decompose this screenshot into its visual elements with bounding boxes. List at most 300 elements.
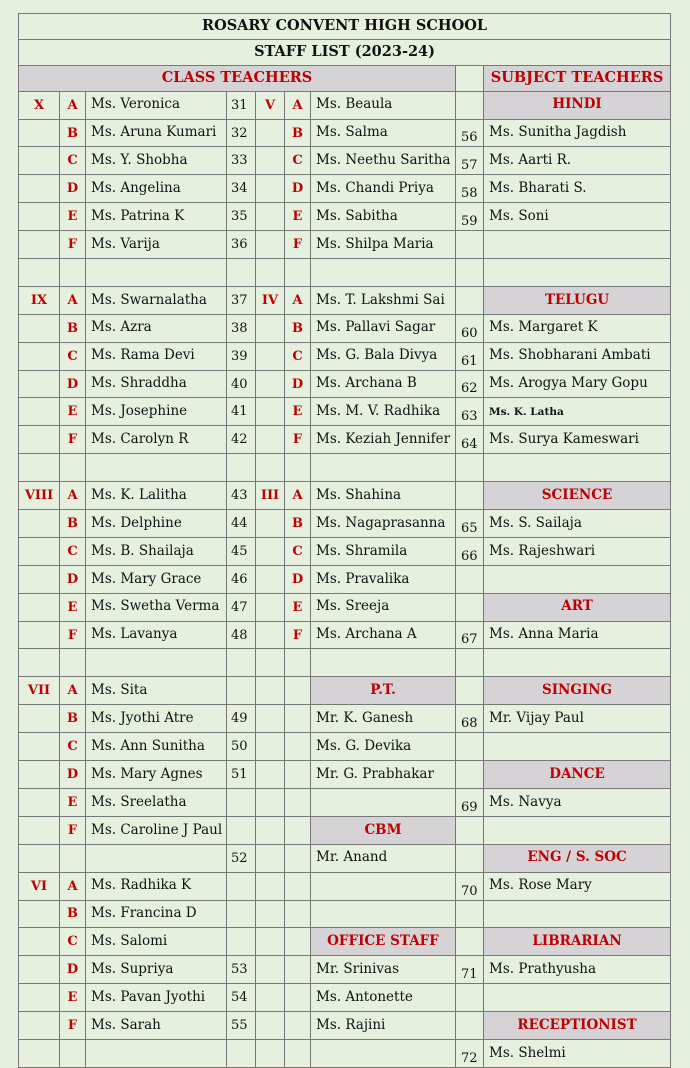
section-cell [285, 1039, 311, 1067]
table-row [19, 705, 671, 733]
staff-number-cell: 36 [227, 231, 256, 259]
subject-teacher-cell: Ms. Shobharani Ambati [484, 342, 671, 370]
section-cell: D [60, 761, 86, 789]
grade-cell [19, 733, 60, 761]
category-header: RECEPTIONIST [484, 1012, 671, 1040]
class-teacher-cell [311, 649, 456, 677]
table-row [19, 928, 671, 956]
staff-number-cell: 39 [227, 342, 256, 370]
section-cell: E [285, 398, 311, 426]
section-cell [285, 872, 311, 900]
class-teacher-cell: Ms. Shraddha [86, 370, 227, 398]
grade-cell [256, 370, 285, 398]
staff-number-cell: 49 [227, 705, 256, 733]
staff-number-cell [227, 928, 256, 956]
subject-teacher-cell: Ms. S. Sailaja [484, 510, 671, 538]
subject-teacher-cell: Ms. Prathyusha [484, 956, 671, 984]
grade-cell [19, 370, 60, 398]
grade-cell [19, 565, 60, 593]
class-teacher-cell: Ms. Azra [86, 314, 227, 342]
list-title: STAFF LIST (2023-24) [19, 39, 671, 65]
staff-number-cell: 38 [227, 314, 256, 342]
staff-number-cell: 48 [227, 621, 256, 649]
staff-number-cell [227, 816, 256, 844]
table-row [19, 537, 671, 565]
class-teacher-cell [86, 454, 227, 482]
staff-number-cell: 31 [227, 91, 256, 119]
subject-teacher-cell: Ms. Rajeshwari [484, 537, 671, 565]
table-row [19, 565, 671, 593]
table-row [19, 733, 671, 761]
grade-cell: V [256, 91, 285, 119]
category-header: DANCE [484, 761, 671, 789]
table-row [19, 510, 671, 538]
grade-cell [256, 1012, 285, 1040]
staff-number-cell [456, 593, 484, 621]
section-cell [285, 677, 311, 705]
grade-cell [256, 677, 285, 705]
staff-number-cell: 71 [456, 956, 484, 984]
section-cell [285, 928, 311, 956]
table-row [19, 872, 671, 900]
grade-cell [256, 788, 285, 816]
subject-teacher-cell [484, 984, 671, 1012]
table-row [19, 454, 671, 482]
class-teacher-cell: Ms. Caroline J Paul [86, 816, 227, 844]
table-row [19, 593, 671, 621]
grade-cell [19, 259, 60, 287]
section-cell [60, 844, 86, 872]
section-cell [285, 259, 311, 287]
staff-number-cell: 46 [227, 565, 256, 593]
class-teacher-cell: Ms. Mary Agnes [86, 761, 227, 789]
staff-number-cell [456, 286, 484, 314]
class-teacher-cell: Ms. Ann Sunitha [86, 733, 227, 761]
grade-cell [256, 510, 285, 538]
category-header: OFFICE STAFF [311, 928, 456, 956]
staff-number-cell [456, 91, 484, 119]
staff-number-cell: 35 [227, 203, 256, 231]
grade-cell [256, 844, 285, 872]
class-teacher-cell: Ms. Rama Devi [86, 342, 227, 370]
grade-cell [256, 119, 285, 147]
class-teacher-cell: Ms. Angelina [86, 175, 227, 203]
class-teacher-cell: Ms. Sabitha [311, 203, 456, 231]
section-cell: C [285, 147, 311, 175]
section-cell: F [60, 621, 86, 649]
class-teacher-cell: Ms. G. Bala Divya [311, 342, 456, 370]
staff-number-cell [456, 1012, 484, 1040]
class-teacher-cell: Ms. G. Devika [311, 733, 456, 761]
staff-number-cell [227, 454, 256, 482]
class-teacher-cell: Mr. Srinivas [311, 956, 456, 984]
section-cell [285, 733, 311, 761]
grade-cell [19, 314, 60, 342]
section-cell [285, 705, 311, 733]
class-teacher-cell: Ms. Pravalika [311, 565, 456, 593]
class-teacher-cell: Ms. Pavan Jyothi [86, 984, 227, 1012]
staff-number-cell [456, 482, 484, 510]
section-cell: E [60, 788, 86, 816]
grade-cell [19, 1012, 60, 1040]
staff-number-cell [456, 454, 484, 482]
subject-teacher-cell [484, 900, 671, 928]
section-cell: D [285, 565, 311, 593]
grade-cell [256, 621, 285, 649]
section-cell: A [285, 286, 311, 314]
grade-cell [256, 147, 285, 175]
subject-teacher-cell [484, 649, 671, 677]
staff-number-cell [227, 788, 256, 816]
class-teacher-cell: Ms. K. Lalitha [86, 482, 227, 510]
table-row [19, 761, 671, 789]
class-teacher-cell [86, 844, 227, 872]
section-cell: D [60, 565, 86, 593]
staff-number-cell: 72 [456, 1039, 484, 1067]
class-teacher-cell [86, 259, 227, 287]
class-teacher-cell: Mr. Anand [311, 844, 456, 872]
staff-number-cell [227, 900, 256, 928]
staff-number-cell [456, 733, 484, 761]
section-cell: E [60, 203, 86, 231]
staff-number-cell: 63 [456, 398, 484, 426]
class-teacher-cell: Ms. Nagaprasanna [311, 510, 456, 538]
class-teacher-cell: Ms. Patrina K [86, 203, 227, 231]
table-row [19, 844, 671, 872]
section-cell: C [60, 342, 86, 370]
table-row [19, 677, 671, 705]
grade-cell: VIII [19, 482, 60, 510]
class-teacher-cell: Ms. M. V. Radhika [311, 398, 456, 426]
section-cell: D [60, 956, 86, 984]
staff-number-cell: 50 [227, 733, 256, 761]
spacer-cell [456, 65, 484, 91]
section-cell: A [60, 482, 86, 510]
class-teacher-cell: Ms. Supriya [86, 956, 227, 984]
table-row [19, 649, 671, 677]
table-row [19, 398, 671, 426]
class-teacher-cell: Ms. Shilpa Maria [311, 231, 456, 259]
class-teacher-cell [311, 872, 456, 900]
section-cell: C [285, 342, 311, 370]
staff-number-cell: 64 [456, 426, 484, 454]
section-cell [285, 761, 311, 789]
staff-number-cell [456, 984, 484, 1012]
section-cell [285, 900, 311, 928]
section-cell: B [285, 119, 311, 147]
grade-cell [19, 398, 60, 426]
table-row [19, 119, 671, 147]
staff-number-cell [456, 259, 484, 287]
class-teacher-cell [311, 788, 456, 816]
staff-number-cell: 47 [227, 593, 256, 621]
staff-number-cell: 66 [456, 537, 484, 565]
grade-cell [19, 537, 60, 565]
subject-teacher-cell: Ms. Soni [484, 203, 671, 231]
staff-number-cell [227, 872, 256, 900]
staff-number-cell: 52 [227, 844, 256, 872]
grade-cell [19, 928, 60, 956]
staff-number-cell: 68 [456, 705, 484, 733]
section-cell: F [285, 621, 311, 649]
grade-cell [19, 426, 60, 454]
section-cell [60, 259, 86, 287]
section-cell: A [60, 91, 86, 119]
grade-cell [256, 175, 285, 203]
grade-cell [256, 426, 285, 454]
section-cell: B [285, 510, 311, 538]
grade-cell: X [19, 91, 60, 119]
section-cell: C [60, 733, 86, 761]
section-cell: B [285, 314, 311, 342]
staff-number-cell: 41 [227, 398, 256, 426]
section-cell: D [285, 175, 311, 203]
subject-teacher-cell [484, 259, 671, 287]
subject-teacher-cell: Ms. Shelmi [484, 1039, 671, 1067]
class-teacher-cell: Ms. Varija [86, 231, 227, 259]
table-row [19, 370, 671, 398]
staff-number-cell [227, 259, 256, 287]
grade-cell [256, 705, 285, 733]
section-cell: C [60, 147, 86, 175]
list-title-row [19, 39, 671, 65]
class-teachers-header: CLASS TEACHERS [19, 65, 456, 91]
staff-number-cell [456, 761, 484, 789]
section-cell [60, 454, 86, 482]
class-teacher-cell: Ms. Josephine [86, 398, 227, 426]
section-cell: D [60, 175, 86, 203]
staff-number-cell: 62 [456, 370, 484, 398]
grade-cell [256, 816, 285, 844]
section-cell: C [285, 537, 311, 565]
grade-cell [19, 1039, 60, 1067]
subject-teacher-cell: Ms. Navya [484, 788, 671, 816]
table-row [19, 147, 671, 175]
class-teacher-cell: Ms. Antonette [311, 984, 456, 1012]
grade-cell: VI [19, 872, 60, 900]
grade-cell [19, 649, 60, 677]
category-header: HINDI [484, 91, 671, 119]
category-header: SINGING [484, 677, 671, 705]
grade-cell [19, 761, 60, 789]
class-teacher-cell [311, 1039, 456, 1067]
grade-cell [19, 203, 60, 231]
section-cell: D [60, 370, 86, 398]
section-cell: E [60, 593, 86, 621]
section-cell: C [60, 928, 86, 956]
staff-number-cell: 58 [456, 175, 484, 203]
class-teacher-cell: Ms. Sreelatha [86, 788, 227, 816]
subject-teacher-cell [484, 231, 671, 259]
staff-number-cell: 33 [227, 147, 256, 175]
section-cell: F [60, 426, 86, 454]
section-cell: E [285, 203, 311, 231]
grade-cell [256, 259, 285, 287]
class-teacher-cell [311, 900, 456, 928]
staff-number-cell [456, 900, 484, 928]
grade-cell [19, 231, 60, 259]
staff-number-cell: 56 [456, 119, 484, 147]
table-row [19, 259, 671, 287]
class-teacher-cell: Ms. Swarnalatha [86, 286, 227, 314]
subject-teacher-cell [484, 733, 671, 761]
staff-number-cell: 61 [456, 342, 484, 370]
subject-teacher-cell: Ms. Arogya Mary Gopu [484, 370, 671, 398]
staff-number-cell: 51 [227, 761, 256, 789]
grade-cell [256, 733, 285, 761]
section-cell: A [60, 872, 86, 900]
section-cell [60, 649, 86, 677]
staff-number-cell: 42 [227, 426, 256, 454]
table-row [19, 816, 671, 844]
subject-teacher-cell: Ms. Rose Mary [484, 872, 671, 900]
section-cell [285, 649, 311, 677]
table-row [19, 91, 671, 119]
grade-cell [256, 231, 285, 259]
grade-cell [256, 1039, 285, 1067]
section-cell: C [60, 537, 86, 565]
subject-teacher-cell [484, 816, 671, 844]
grade-cell [19, 788, 60, 816]
class-teacher-cell [86, 649, 227, 677]
staff-number-cell [227, 649, 256, 677]
grade-cell [19, 844, 60, 872]
class-teacher-cell: Ms. Pallavi Sagar [311, 314, 456, 342]
staff-number-cell: 70 [456, 872, 484, 900]
grade-cell [19, 593, 60, 621]
staff-number-cell: 34 [227, 175, 256, 203]
table-row [19, 984, 671, 1012]
grade-cell [19, 147, 60, 175]
subject-teacher-cell: Ms. Bharati S. [484, 175, 671, 203]
class-teacher-cell [311, 259, 456, 287]
section-cell: B [60, 900, 86, 928]
class-teacher-cell: Ms. Neethu Saritha [311, 147, 456, 175]
grade-cell [256, 761, 285, 789]
staff-number-cell: 65 [456, 510, 484, 538]
grade-cell [256, 649, 285, 677]
class-teacher-cell: Ms. Radhika K [86, 872, 227, 900]
grade-cell [256, 928, 285, 956]
subject-teacher-cell: Ms. Surya Kameswari [484, 426, 671, 454]
section-header-row [19, 65, 671, 91]
grade-cell: VII [19, 677, 60, 705]
class-teacher-cell: Ms. B. Shailaja [86, 537, 227, 565]
section-cell: E [60, 984, 86, 1012]
class-teacher-cell: Ms. Delphine [86, 510, 227, 538]
section-cell [285, 816, 311, 844]
category-header: TELUGU [484, 286, 671, 314]
table-row [19, 286, 671, 314]
section-cell: E [60, 398, 86, 426]
staff-number-cell: 60 [456, 314, 484, 342]
staff-number-cell: 43 [227, 482, 256, 510]
table-row [19, 175, 671, 203]
staff-number-cell [456, 816, 484, 844]
grade-cell: IV [256, 286, 285, 314]
class-teacher-cell: Mr. K. Ganesh [311, 705, 456, 733]
category-header: ENG / S. SOC [484, 844, 671, 872]
section-cell: D [285, 370, 311, 398]
grade-cell [256, 314, 285, 342]
table-row [19, 900, 671, 928]
section-cell: A [60, 677, 86, 705]
subject-teachers-header: SUBJECT TEACHERS [484, 65, 671, 91]
staff-number-cell: 55 [227, 1012, 256, 1040]
subject-teacher-cell: Ms. Aarti R. [484, 147, 671, 175]
class-teacher-cell: Ms. Archana B [311, 370, 456, 398]
grade-cell [256, 900, 285, 928]
staff-number-cell [456, 649, 484, 677]
class-teacher-cell: Ms. Lavanya [86, 621, 227, 649]
grade-cell [256, 984, 285, 1012]
table-row [19, 956, 671, 984]
class-teacher-cell: Ms. Sita [86, 677, 227, 705]
subject-teacher-cell: Ms. Anna Maria [484, 621, 671, 649]
grade-cell [19, 816, 60, 844]
class-teacher-cell: Ms. Aruna Kumari [86, 119, 227, 147]
section-cell: E [285, 593, 311, 621]
grade-cell [256, 537, 285, 565]
table-row [19, 342, 671, 370]
class-teacher-cell: Ms. Y. Shobha [86, 147, 227, 175]
section-cell: B [60, 119, 86, 147]
class-teacher-cell: Ms. Beaula [311, 91, 456, 119]
grade-cell [19, 956, 60, 984]
staff-number-cell: 32 [227, 119, 256, 147]
section-cell [285, 788, 311, 816]
staff-number-cell: 53 [227, 956, 256, 984]
grade-cell: IX [19, 286, 60, 314]
table-row [19, 314, 671, 342]
class-teacher-cell: Ms. Veronica [86, 91, 227, 119]
section-cell [285, 1012, 311, 1040]
grade-cell [19, 454, 60, 482]
subject-teacher-cell [484, 565, 671, 593]
class-teacher-cell: Ms. Keziah Jennifer [311, 426, 456, 454]
class-teacher-cell: Ms. Francina D [86, 900, 227, 928]
grade-cell [256, 454, 285, 482]
table-row [19, 621, 671, 649]
subject-teacher-cell: Ms. Sunitha Jagdish [484, 119, 671, 147]
class-teacher-cell: Ms. T. Lakshmi Sai [311, 286, 456, 314]
staff-number-cell: 57 [456, 147, 484, 175]
subject-teacher-cell: Ms. K. Latha [484, 398, 671, 426]
class-teacher-cell: Ms. Salma [311, 119, 456, 147]
section-cell: A [285, 482, 311, 510]
staff-number-cell: 37 [227, 286, 256, 314]
category-header: ART [484, 593, 671, 621]
section-cell: A [285, 91, 311, 119]
section-cell [285, 454, 311, 482]
staff-number-cell [456, 677, 484, 705]
section-cell: F [60, 1012, 86, 1040]
grade-cell [256, 342, 285, 370]
class-teacher-cell [86, 1039, 227, 1067]
section-cell [285, 956, 311, 984]
table-row [19, 1039, 671, 1067]
staff-number-cell: 45 [227, 537, 256, 565]
grade-cell [19, 984, 60, 1012]
staff-number-cell [227, 677, 256, 705]
section-cell: F [285, 426, 311, 454]
school-name: ROSARY CONVENT HIGH SCHOOL [19, 14, 671, 40]
grade-cell [19, 119, 60, 147]
section-cell: F [60, 231, 86, 259]
class-teacher-cell: Ms. Archana A [311, 621, 456, 649]
section-cell: B [60, 510, 86, 538]
table-row [19, 426, 671, 454]
